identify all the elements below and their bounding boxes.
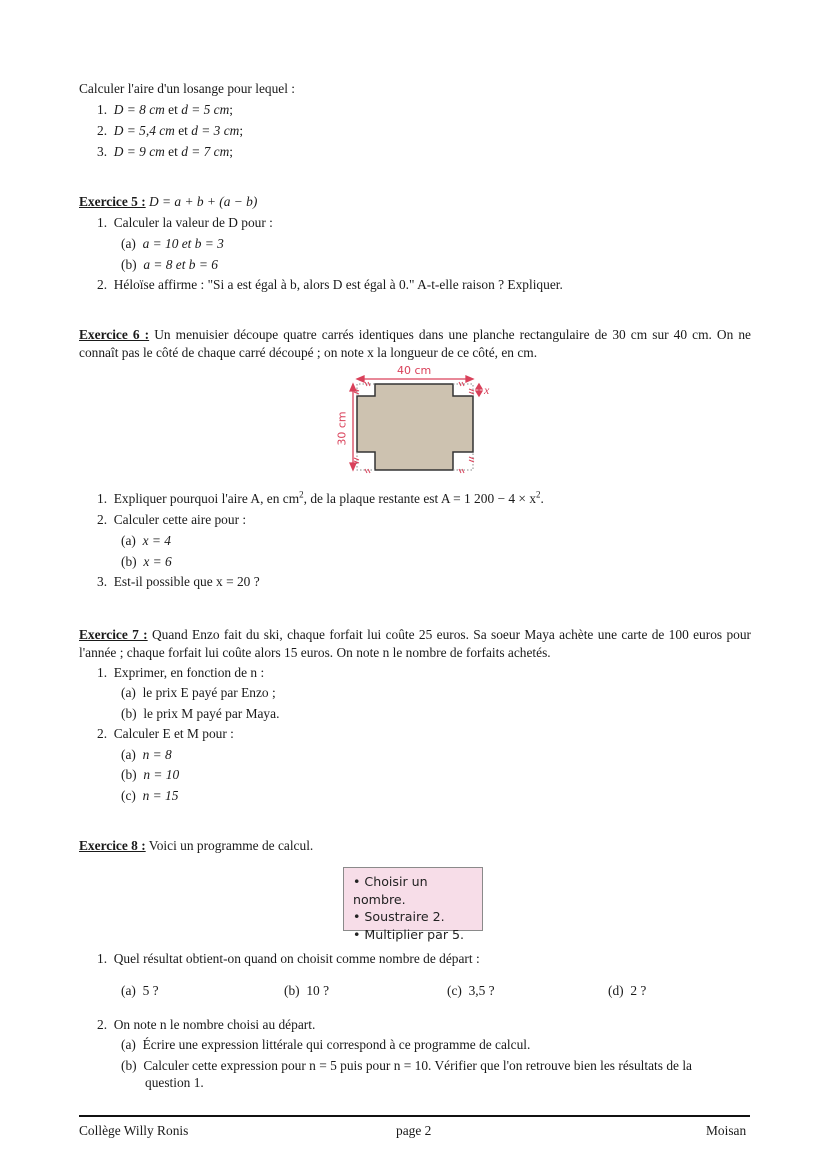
sub-text: Écrire une expression littérale qui correspond à ce programme de calcul.	[142, 1037, 531, 1052]
ex6-q2b	[121, 553, 172, 570]
q-number: 1.	[97, 951, 108, 966]
ex5-formula: D = a + b + (a − b)	[149, 194, 258, 209]
ex7-q1	[97, 664, 264, 681]
calculation-program-box	[343, 867, 483, 942]
footer-divider	[79, 1115, 750, 1117]
q-number: 2.	[97, 726, 108, 741]
item-D: D = 5,4 cm	[113, 123, 175, 138]
ex5-q1	[97, 214, 273, 231]
q-number: 2.	[97, 512, 108, 527]
q-number: 1.	[97, 491, 108, 506]
item-sep: et	[168, 102, 178, 117]
q-text-a: Expliquer pourquoi l'aire A, en cm	[113, 491, 300, 506]
item-end: ;	[239, 123, 244, 138]
q-text: Exprimer, en fonction de n :	[113, 665, 265, 680]
sub-label: (a)	[121, 983, 136, 998]
item-d: d = 7 cm	[181, 144, 230, 159]
q-text: Héloïse affirme : "Si a est égal à b, alors D est égal à 0." A-t-elle raison ? Expliquer.	[113, 277, 563, 292]
q-text: Quel résultat obtient-on quand on choisit comme nombre de départ :	[113, 951, 480, 966]
sub-label: (b)	[121, 767, 137, 782]
ex8-q1c	[447, 982, 495, 999]
item-end: ;	[229, 144, 234, 159]
sub-text: n = 15	[142, 788, 179, 803]
ex5-q1a	[121, 235, 224, 252]
sub-text: 5 ?	[142, 983, 159, 998]
q-text-b: , de la plaque restante est A = 1 200 − 4 × x	[303, 491, 537, 506]
intro-item-1	[97, 101, 233, 118]
ex6-q2a	[121, 532, 171, 549]
footer-author: Moisan	[706, 1123, 747, 1138]
ex7-q2c	[121, 787, 178, 804]
item-d: d = 5 cm	[181, 102, 230, 117]
footer-page-number: page 2	[396, 1123, 432, 1138]
sub-label: (d)	[608, 983, 624, 998]
sub-text: 2 ?	[630, 983, 647, 998]
plate-figure	[335, 366, 495, 478]
ex7-q2b	[121, 766, 179, 783]
plate-diagram-icon	[335, 366, 495, 478]
ex8-q2b	[121, 1057, 692, 1074]
sub-label: (b)	[121, 257, 137, 272]
sub-text: 3,5 ?	[468, 983, 495, 998]
q-text: Calculer la valeur de D pour :	[113, 215, 273, 230]
ex7-title: Exercice 7 :	[79, 627, 148, 642]
q-number: 1.	[97, 215, 108, 230]
sub-text: le prix M payé par Maya.	[143, 706, 280, 721]
ex8-q1d	[608, 982, 646, 999]
sub-label: (a)	[121, 747, 136, 762]
sub-label: (c)	[121, 788, 136, 803]
item-sep: et	[178, 123, 188, 138]
sub-label: (a)	[121, 685, 136, 700]
item-number: 3.	[97, 144, 108, 159]
sub-text: a = 10 et b = 3	[142, 236, 224, 251]
q-number: 3.	[97, 574, 108, 589]
sub-label: (c)	[447, 983, 462, 998]
ex6-q1	[97, 490, 544, 507]
program-step-3: • Multiplier par 5.	[353, 926, 465, 942]
sub-label: (b)	[121, 554, 137, 569]
sub-label: (b)	[121, 1058, 137, 1073]
ex8-q2a	[121, 1036, 530, 1053]
sub-label: (a)	[121, 236, 136, 251]
sub-label: (b)	[121, 706, 137, 721]
q-number: 2.	[97, 1017, 108, 1032]
item-D: D = 9 cm	[113, 144, 165, 159]
item-d: d = 3 cm	[191, 123, 240, 138]
footer-school: Collège Willy Ronis	[79, 1123, 189, 1138]
ex8-heading	[79, 837, 313, 854]
ex5-heading	[79, 193, 257, 210]
intro-item-2	[97, 122, 243, 139]
q-text-c: .	[540, 491, 544, 506]
ex7-statement-block	[79, 626, 751, 661]
ex5-title: Exercice 5 :	[79, 194, 146, 209]
ex8-q2b-cont: question 1.	[145, 1075, 204, 1090]
sub-text: x = 4	[142, 533, 171, 548]
intro-text: Calculer l'aire d'un losange pour lequel :	[79, 81, 296, 96]
side-label: x	[484, 383, 490, 397]
program-step-2: • Soustraire 2.	[353, 909, 445, 924]
ex8-title: Exercice 8 :	[79, 838, 146, 853]
sub-text: a = 8 et b = 6	[143, 257, 218, 272]
ex6-q2	[97, 511, 246, 528]
width-label: 40 cm	[397, 364, 432, 377]
sub-text: 10 ?	[306, 983, 330, 998]
intro-item-3	[97, 143, 233, 160]
q-number: 2.	[97, 277, 108, 292]
ex7-q2	[97, 725, 234, 742]
item-end: ;	[229, 102, 234, 117]
sub-text: x = 6	[143, 554, 172, 569]
ex8-q2	[97, 1016, 315, 1033]
q-sup2: 2	[536, 489, 541, 500]
sub-text: le prix E payé par Enzo ;	[142, 685, 276, 700]
q-text: Calculer cette aire pour :	[113, 512, 247, 527]
item-number: 2.	[97, 123, 108, 138]
ex5-q2	[97, 276, 563, 293]
ex7-q2a	[121, 746, 172, 763]
sub-label: (a)	[121, 533, 136, 548]
sub-text: Calculer cette expression pour n = 5 puis pour n = 10. Vérifier que l'on retrouve bien les résultats de la	[143, 1058, 692, 1073]
ex6-q3	[97, 573, 260, 590]
item-sep: et	[168, 144, 178, 159]
ex7-q1a	[121, 684, 276, 701]
ex6-title: Exercice 6 :	[79, 327, 150, 342]
ex8-q1b	[284, 982, 329, 999]
ex7-q1b	[121, 705, 279, 722]
q-sup: 2	[299, 489, 304, 500]
q-text: Calculer E et M pour :	[113, 726, 234, 741]
q-text: Est-il possible que x = 20 ?	[113, 574, 260, 589]
height-label: 30 cm	[335, 411, 349, 446]
sub-label: (a)	[121, 1037, 136, 1052]
ex8-q1	[97, 950, 480, 967]
item-D: D = 8 cm	[113, 102, 165, 117]
ex6-statement-block	[79, 326, 751, 361]
sub-text: n = 10	[143, 767, 180, 782]
sub-text: n = 8	[142, 747, 172, 762]
program-step-1: • Choisir un nombre.	[353, 874, 428, 907]
ex6-statement: Un menuisier découpe quatre carrés identiques dans une planche rectangulaire de 30 cm sur 40 cm. On ne connaît pas le côté de chaque carré découpé ; on note x la longueur de ce côté, en cm.	[79, 327, 751, 360]
q-text: On note n le nombre choisi au départ.	[113, 1017, 316, 1032]
ex7-statement: Quand Enzo fait du ski, chaque forfait lui coûte 25 euros. Sa soeur Maya achète une carte de 100 euros pour l'année ; chaque forfait lui coûte alors 15 euros. On note n le nombre de forfaits achetés.	[79, 627, 751, 660]
item-number: 1.	[97, 102, 108, 117]
sub-label: (b)	[284, 983, 300, 998]
ex5-q1b	[121, 256, 218, 273]
ex8-statement: Voici un programme de calcul.	[148, 838, 314, 853]
ex8-q1a	[121, 982, 159, 999]
q-number: 1.	[97, 665, 108, 680]
